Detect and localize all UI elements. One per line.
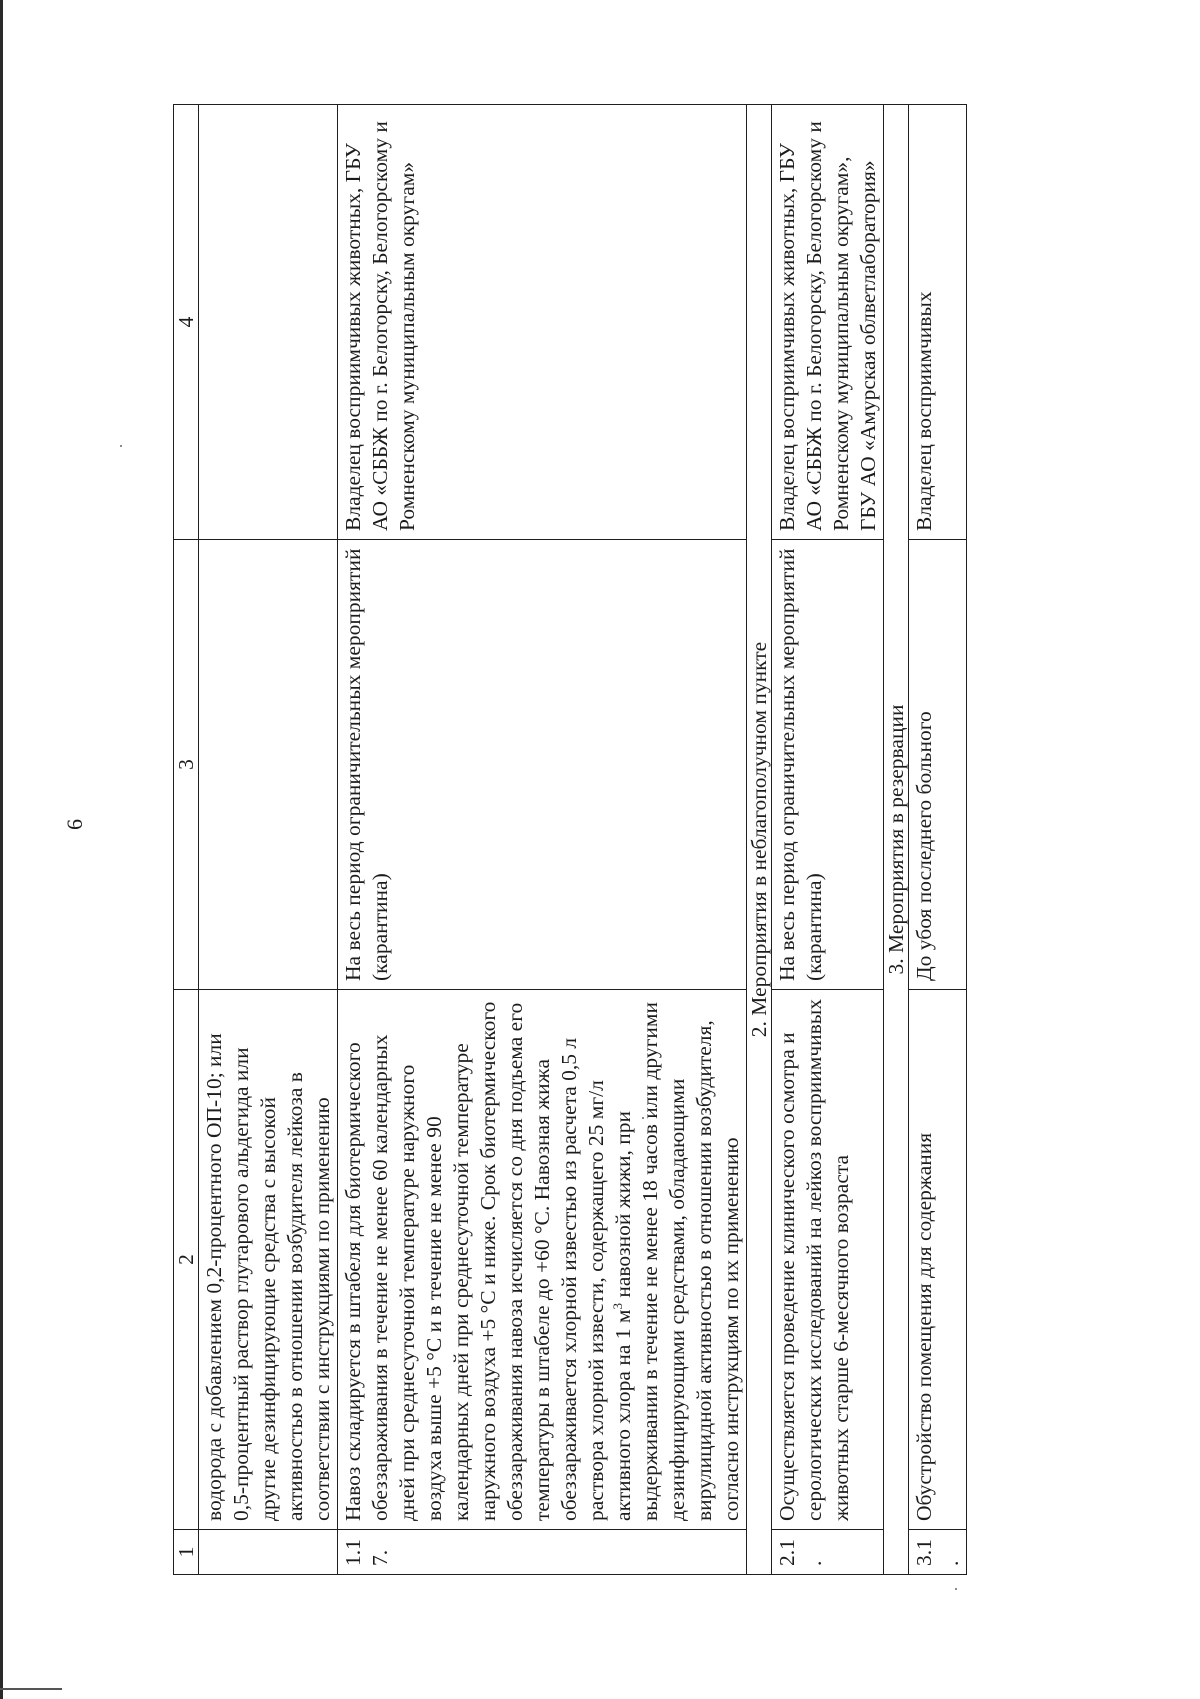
table-row	[199, 105, 338, 1575]
responsible-cell: Владелец восприимчивых животных, ГБУ АО «СББЖ по г. Белогорску, Белогорскому и Ромненскому муниципальным округам», ГБУ АО «Амурская облветлаборатория»	[772, 105, 884, 540]
header-col-1: 1	[174, 1530, 199, 1575]
row-number: 1.17.	[338, 1530, 747, 1575]
measure-cell: Осуществляется проведение клинического осмотра и серологических исследований на лейкоз восприимчивых животных старше 6-месячного возраста	[772, 990, 884, 1530]
scan-speck	[955, 1588, 957, 1590]
responsible-cell: Владелец восприимчивых	[909, 105, 967, 540]
header-row	[174, 105, 199, 1575]
table-row	[909, 105, 967, 1575]
table-row	[338, 105, 747, 1575]
scan-edge	[0, 1688, 62, 1690]
section-title: 3. Мероприятия в резервации	[884, 105, 909, 1575]
responsible-cell	[199, 105, 338, 540]
measure-text-part2: навозной жижи, при выдерживании в течение не менее 18 часов или другими дезинфицирующими средствами, обладающими вирулицидной активностью в отношении возбудителя, согласно инструкциям по их применению	[611, 1001, 743, 1521]
term-cell: На весь период ограничительных мероприятий (карантина)	[772, 540, 884, 990]
term-cell	[199, 540, 338, 990]
scan-speck	[120, 445, 122, 447]
measures-table-rotated	[173, 105, 1200, 1575]
measure-cell	[338, 990, 747, 1530]
measure-text-part1: Навоз складируется в штабеля для биотермического обеззараживания в течение не менее 60 календарных дней при среднесуточной температуре наружного воздуха выше +5 °С и в течение не менее 90 календарных дней при среднесуточной температуре наружного воздуха +5 °С и ниже. Срок биотермического обеззараживания навоза исчисляется со дня подъема его температуры в штабеле до +60 °С. Навозная жижа обеззараживается хлорной известью из расчета 0,5 л раствора хлорной извести, содержащего 25 мг/л активного хлора на 1 м	[341, 1001, 635, 1521]
row-number: 2.1.	[772, 1530, 884, 1575]
measure-cell: водорода с добавлением 0,2-процентного ОП-10; или 0,5-процентный раствор глутарового альдегида или другие дезинфицирующие средства с высокой активностью в отношении возбудителя лейкоза в соответствии с инструкциями по применению	[199, 990, 338, 1530]
term-cell: На весь период ограничительных мероприятий (карантина)	[338, 540, 747, 990]
section-row	[747, 105, 772, 1575]
row-number: 3.1.	[909, 1530, 967, 1575]
scan-edge	[0, 0, 3, 1699]
section-row	[884, 105, 909, 1575]
table-row	[772, 105, 884, 1575]
term-cell: До убоя последнего больного	[909, 540, 967, 990]
section-title: 2. Мероприятия в неблагополучном пункте	[747, 105, 772, 1575]
header-col-2: 2	[174, 990, 199, 1530]
measures-table	[173, 104, 967, 1575]
header-col-4: 4	[174, 105, 199, 540]
page-number: 6	[62, 819, 87, 830]
row-number	[199, 1530, 338, 1575]
measure-cell: Обустройство помещения для содержания	[909, 990, 967, 1530]
responsible-cell: Владелец восприимчивых животных, ГБУ АО «СББЖ по г. Белогорску, Белогорскому и Ромненскому муниципальным округам»	[338, 105, 747, 540]
header-col-3: 3	[174, 540, 199, 990]
superscript: 3	[609, 1303, 625, 1310]
